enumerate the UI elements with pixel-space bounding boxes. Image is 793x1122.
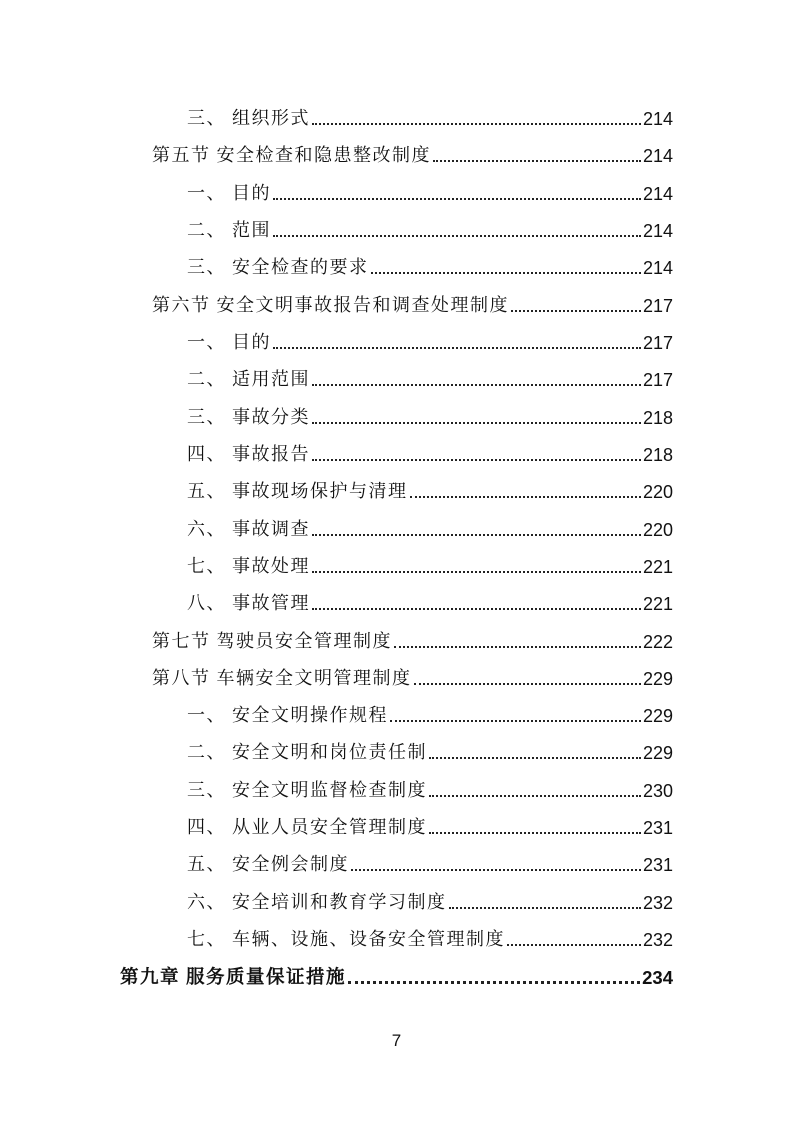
toc-entry-page: 229	[642, 743, 673, 763]
toc-entry-title: 车辆、设施、设备安全管理制度	[232, 929, 505, 950]
toc-entry-number: 第六节	[152, 295, 211, 316]
toc-leader-dots	[312, 534, 641, 536]
toc-entry-page: 232	[642, 930, 673, 950]
toc-entry-number: 二、	[187, 220, 226, 241]
toc-entry-title: 从业人员安全管理制度	[232, 817, 427, 838]
toc-entry[interactable]	[152, 143, 673, 169]
toc-entry[interactable]	[187, 405, 673, 431]
toc-entry-number: 七、	[187, 929, 226, 950]
toc-leader-dots	[312, 608, 641, 610]
toc-entry-title: 目的	[232, 183, 271, 204]
toc-leader-dots	[351, 869, 641, 871]
toc-entry-number: 四、	[187, 444, 226, 465]
toc-entry-page: 220	[642, 482, 673, 502]
toc-entry-number: 第七节	[152, 631, 211, 652]
toc-entry-title: 安全检查的要求	[232, 257, 369, 278]
toc-entry[interactable]	[187, 218, 673, 244]
toc-entry-number: 三、	[187, 257, 226, 278]
toc-entry-number: 一、	[187, 183, 226, 204]
toc-entry-number: 第五节	[152, 145, 211, 166]
toc-entry-number: 四、	[187, 817, 226, 838]
toc-entry[interactable]	[187, 367, 673, 393]
toc-leader-dots	[511, 310, 641, 312]
toc-entry-title: 安全检查和隐患整改制度	[216, 145, 431, 166]
toc-entry-number: 一、	[187, 705, 226, 726]
toc-leader-dots	[348, 981, 640, 984]
toc-entry-page: 229	[642, 706, 673, 726]
toc-entry-title: 安全培训和教育学习制度	[232, 892, 447, 913]
toc-entry-number: 六、	[187, 519, 226, 540]
toc-entry-title: 安全文明监督检查制度	[232, 780, 427, 801]
toc-entry-page: 232	[642, 893, 673, 913]
toc-entry-title: 范围	[232, 220, 271, 241]
toc-entry[interactable]	[187, 442, 673, 468]
toc-leader-dots	[394, 646, 641, 648]
toc-entry[interactable]	[187, 815, 673, 841]
toc-entry[interactable]	[187, 703, 673, 729]
toc-leader-dots	[390, 720, 641, 722]
toc-entry-title: 安全文明操作规程	[232, 705, 388, 726]
toc-entry-number: 五、	[187, 481, 226, 502]
toc-entry-number: 一、	[187, 332, 226, 353]
toc-entry-page: 221	[642, 594, 673, 614]
toc-leader-dots	[312, 571, 641, 573]
toc-leader-dots	[273, 235, 641, 237]
toc-entry[interactable]	[187, 778, 673, 804]
toc-leader-dots	[414, 683, 641, 685]
toc-entry[interactable]	[152, 293, 673, 319]
toc-leader-dots	[410, 496, 641, 498]
page-number: 7	[391, 1031, 402, 1050]
toc-entry-page: 229	[642, 669, 673, 689]
toc-entry-number: 三、	[187, 780, 226, 801]
toc-leader-dots	[312, 422, 641, 424]
toc-leader-dots	[273, 347, 641, 349]
toc-entry-title: 安全文明事故报告和调查处理制度	[216, 295, 509, 316]
toc-entry-title: 事故管理	[232, 593, 310, 614]
toc-entry-page: 231	[642, 855, 673, 875]
toc-entry-number: 二、	[187, 742, 226, 763]
toc-entry-page: 234	[642, 967, 673, 988]
toc-entry[interactable]	[187, 852, 673, 878]
toc-entry-title: 驾驶员安全管理制度	[216, 631, 392, 652]
toc-entry[interactable]	[187, 106, 673, 132]
toc-entry-title: 事故处理	[232, 556, 310, 577]
toc-entry-page: 231	[642, 818, 673, 838]
toc-entry[interactable]	[187, 181, 673, 207]
toc-entry[interactable]	[187, 740, 673, 766]
toc-entry-number: 三、	[187, 108, 226, 129]
toc-entry-page: 217	[642, 296, 673, 316]
toc-entry-page: 217	[642, 370, 673, 390]
toc-entry[interactable]	[187, 479, 673, 505]
toc-entry-title: 车辆安全文明管理制度	[216, 668, 412, 689]
toc-entry-title: 安全文明和岗位责任制	[232, 742, 427, 763]
toc-entry[interactable]	[152, 666, 673, 692]
toc-entry-page: 214	[642, 258, 673, 278]
toc-entry-number: 七、	[187, 556, 226, 577]
toc-leader-dots	[273, 198, 641, 200]
toc-entry[interactable]	[152, 629, 673, 655]
toc-entry-page: 230	[642, 781, 673, 801]
toc-entry-title: 目的	[232, 332, 271, 353]
toc-chapter-entry[interactable]	[120, 965, 673, 991]
toc-entry-page: 214	[642, 109, 673, 129]
toc-entry[interactable]	[187, 255, 673, 281]
toc-leader-dots	[312, 459, 641, 461]
toc-leader-dots	[433, 160, 641, 162]
toc-leader-dots	[449, 907, 641, 909]
toc-entry-number: 八、	[187, 593, 226, 614]
toc-entry[interactable]	[187, 591, 673, 617]
toc-entry-title: 适用范围	[232, 369, 310, 390]
toc-entry-number: 三、	[187, 407, 226, 428]
toc-entry-page: 222	[642, 632, 673, 652]
toc-entry-title: 事故调查	[232, 519, 310, 540]
toc-entry-title: 安全例会制度	[232, 854, 349, 875]
toc-entry-title: 服务质量保证措施	[186, 967, 347, 988]
toc-entry-number: 第八节	[152, 668, 211, 689]
toc-entry-page: 214	[642, 184, 673, 204]
toc-entry-page: 214	[642, 221, 673, 241]
toc-leader-dots	[312, 384, 641, 386]
toc-entry[interactable]	[187, 890, 673, 916]
toc-entry-page: 221	[642, 557, 673, 577]
toc-leader-dots	[312, 123, 641, 125]
toc-entry-number: 二、	[187, 369, 226, 390]
toc-entry-page: 214	[642, 146, 673, 166]
toc-entry[interactable]	[187, 517, 673, 543]
toc-entry-page: 218	[642, 445, 673, 465]
toc-leader-dots	[507, 944, 641, 946]
toc-entry-number: 第九章	[120, 967, 181, 988]
toc-entry-number: 六、	[187, 892, 226, 913]
toc-entry-title: 事故报告	[232, 444, 310, 465]
toc-entry[interactable]	[187, 927, 673, 953]
toc-entry-number: 五、	[187, 854, 226, 875]
toc-leader-dots	[429, 795, 641, 797]
toc-entry-title: 组织形式	[232, 108, 310, 129]
toc-entry-title: 事故现场保护与清理	[232, 481, 408, 502]
toc-leader-dots	[429, 757, 641, 759]
toc-leader-dots	[371, 272, 641, 274]
toc-leader-dots	[429, 832, 641, 834]
toc-entry[interactable]	[187, 330, 673, 356]
toc-entry-page: 217	[642, 333, 673, 353]
toc-entry-page: 218	[642, 408, 673, 428]
toc-entry-page: 220	[642, 520, 673, 540]
toc-entry-title: 事故分类	[232, 407, 310, 428]
toc-entry[interactable]	[187, 554, 673, 580]
